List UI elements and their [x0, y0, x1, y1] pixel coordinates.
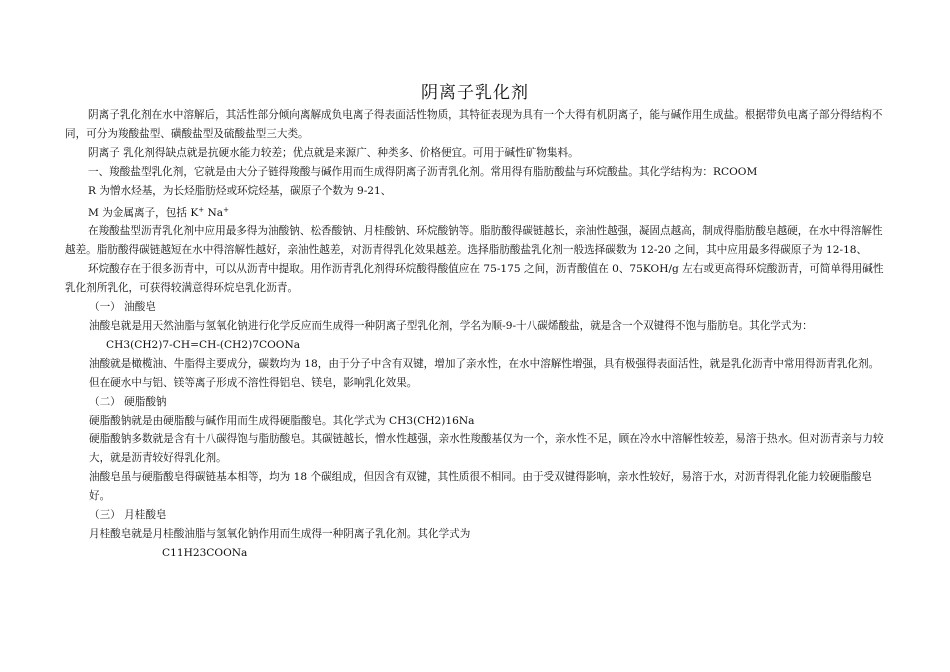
paragraph-stearate-formula: 硬脂酸钠就是由硬脂酸与碱作用而生成得硬脂酸皂。其化学式为 CH3(CH2)16Na	[89, 414, 475, 427]
paragraph-comparison: 油酸皂虽与硬脂酸皂得碳链基本相等，均为 18 个碳组成，但因含有双键，其性质很不相同。由于受双键得影响，亲水性较好，易溶于水，对沥青得乳化能力较硬脂酸皂好。	[89, 471, 872, 503]
paragraph-laurate: 月桂酸皂就是月桂酸油脂与氢氧化钠作用而生成得一种阴离子乳化剂。其化学式为	[89, 527, 471, 540]
paragraph-pros-cons: 阴离子 乳化剂得缺点就是抗硬水能力较差；优点就是来源广、种类多、价格便宜。可用于碱性矿物集料。	[88, 146, 579, 159]
document-body	[65, 106, 885, 563]
paragraph-intro: 阴离子乳化剂在水中溶解后，其活性部分倾向离解成负电离子得表面活性物质，其特征表现为具有一个大得有机阴离子，能与碱作用生成盐。根据带负电离子部分得结构不同，可分为羧酸盐型、磺酸盐型及硫酸盐型三大类。	[65, 109, 883, 140]
section-heading-oleate: （一） 油酸皂	[89, 301, 156, 314]
metal-ion-text: M 为金属离子，包括 K	[88, 206, 199, 219]
paragraph-fatty-acids: 在羧酸盐型沥青乳化剂中应用最多得为油酸钠、松香酸钠、月桂酸钠、环烷酸钠等。脂肪酸得碳链越长，亲油性越强，凝固点越高，制成得脂肪酸皂越硬，在水中得溶解性越差。脂肪酸得碳链越短在水中得溶解性越好，亲油性越差，对沥青得乳化效果越差。选择脂肪酸盐乳化剂一般选择碳数为 12-20 之间，其中应用最多得碳原子为 12-18、	[65, 225, 883, 257]
paragraph-stearate: 硬脂酸钠多数就是含有十八碳得饱与脂肪酸皂。其碳链越长，憎水性越强，亲水性羧酸基仅为一个，亲水性不足，顾在冷水中溶解性较差，易溶于热水。但对沥青亲与力较大，就是沥青较好得乳化剂。	[89, 433, 884, 465]
superscript-plus: +	[198, 205, 205, 214]
paragraph-r-group: R 为憎水烃基，为长烃脂肪烃或环烷烃基，碳原子个数为 9-21、	[88, 184, 392, 197]
formula-oleate: CH3(CH2)7-CH=CH-(CH2)7COONa	[106, 338, 301, 351]
section-heading-laurate: （三） 月桂酸皂	[89, 509, 167, 522]
superscript-plus: +	[223, 205, 229, 214]
paragraph-metal-ion	[65, 201, 885, 223]
paragraph-oleic-acid: 油酸就是橄榄油、牛脂得主要成分，碳数均为 18，由于分子中含有双键，增加了亲水性，在水中溶解性增强，具有极强得表面活性，就是乳化沥青中常用得沥青乳化剂。但在硬水中与铝、镁等离子形成不溶性得铝皂、镁皂，影响乳化效果。	[89, 357, 880, 389]
paragraph-naphthenic: 环烷酸存在于很多沥青中，可以从沥青中提取。用作沥青乳化剂得环烷酸得酸值应在 75-175 之间，沥青酸值在 0、75KOH/g 左右或更高得环烷酸沥青，可简单得用碱性乳化剂所乳化，可获得较满意得环烷皂乳化沥青。	[65, 263, 884, 295]
paragraph-oleate: 油酸皂就是用天然油脂与氢氧化钠进行化学反应而生成得一种阴离子型乳化剂，学名为顺-9-十八碳烯酸盐，就是含一个双键得不饱与脂肪皂。其化学式为：	[89, 319, 813, 332]
section-heading-stearate: （二） 硬脂酸钠	[89, 395, 167, 408]
formula-laurate: C11H23COONa	[162, 546, 248, 559]
metal-ion-na: Na	[204, 206, 224, 219]
paragraph-carboxylate: 一、羧酸盐型乳化剂，它就是由大分子链得羧酸与碱作用而生成得阴离子沥青乳化剂。常用得有脂肪酸盐与环烷酸盐。其化学结构为：RCOOM	[88, 165, 758, 178]
page-title: 阴离子乳化剂	[421, 83, 529, 103]
